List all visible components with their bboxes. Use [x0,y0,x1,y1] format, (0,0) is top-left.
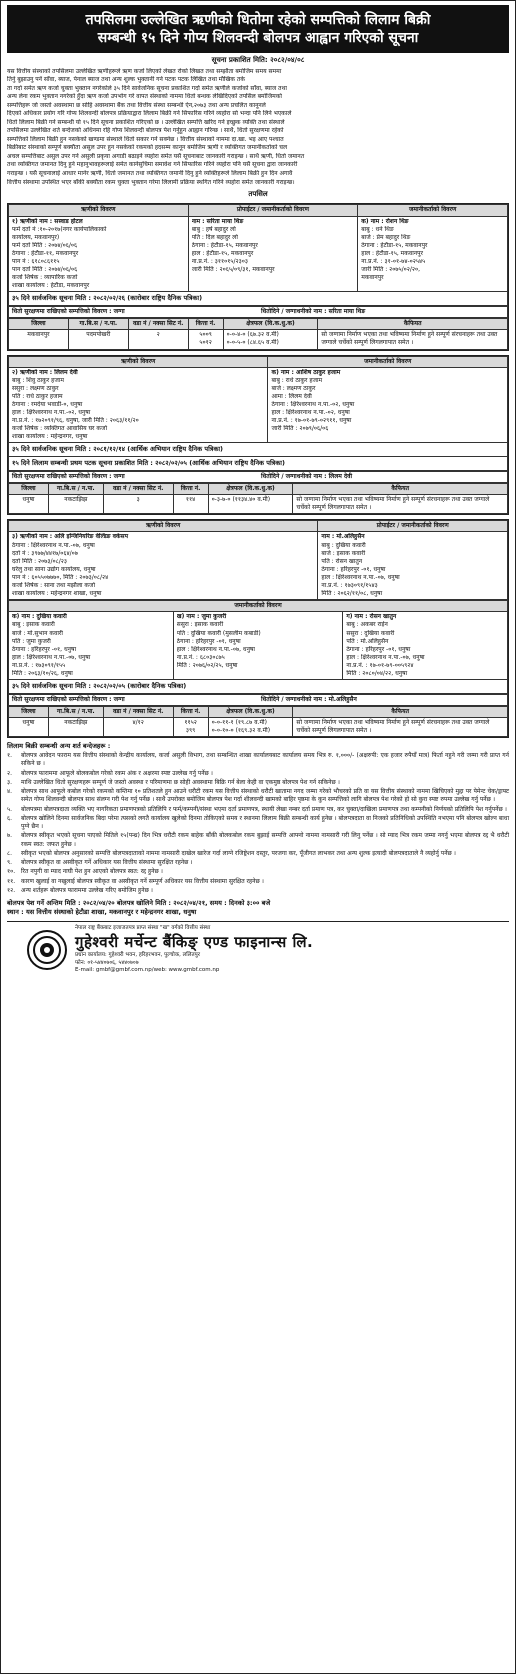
b1-remarks: सो जग्गामा निर्माण भएका तथा भविष्यमा निर्माण हुने सम्पूर्ण संरचनाहरू तथा उक्त जग्गाले चर्चेको सम्पूर्ण लिगलगापात समेत । [318,330,508,349]
b2-property-label: धितो सुरक्षणमा राखिएको सम्पत्तिको विवरण : जग्गा [9,472,259,483]
intro-paragraph [7,68,509,187]
detail-line: मिति : २०७६/०२/२५, धनुषा [176,661,238,669]
detail-line: यस वित्तीय संस्थाको तपसिलमा उल्लेखित ऋणीहरूले ऋण कर्जा लिएको लेखत रोको लिखत तथा सम्झौता बमोजिम समय सममा [7,67,282,75]
term-number: ११. [7,877,16,885]
b2-col-area: क्षेत्रफल (वि.क.धु.क) [208,484,293,495]
b3-col-remarks: कैफियत [293,706,508,717]
term-number: ३. [7,778,13,786]
detail-line: ठेगाना : हेटौडा-१५, मकवानपुर [361,241,428,249]
list-item [7,859,509,867]
b2-borrower-details [9,367,268,443]
b3-notice-date: ३५ दिने सार्वजनिक सूचना मिति : २०८२/०२/०५ (कारोबार दैनिक पत्रिका) [8,680,508,694]
b3-area-2: ०-०-१०-० (१६९.३२ व.मी) [211,727,271,735]
term-text: रित नपुगी वा म्याद नाघी पेश हुन आएको बोलपत्र स्वत: रद्द हुनेछ । [21,868,163,876]
detail-line: पति : राधे ठाकुर हजाम [12,392,63,400]
detail-line: ठेगाना : क्षिरेश्वरनाथ न.पा.-०७, धनुषा [12,541,95,549]
b2-owner-label: धितोदिने / जग्गाधनीको नाम : लिलम देवी [258,472,508,483]
detail-line: ठेगाना : हरिहरपुर -०१, धनुषा [321,565,386,573]
bank-phone: फोन: ०१-५४४०७०६, ५४४०७०७ [75,959,139,966]
detail-line: सम्पत्तिहरू जो जस्तो अवस्थामा छ सोहि अवस्थामा बैंक तथा वित्तीय संस्था सम्बन्धी ऐन,२०७३ तथा अन्य प्रचलित कानूनले [7,101,266,109]
b2-district: धनुषा [9,495,49,514]
b2-col-district: जिल्ला [9,484,49,495]
detail-line: मिति : २०८०/०४/२२, धनुषा [346,669,408,677]
list-item [7,815,509,832]
list-item [7,850,509,858]
term-number: ६. [7,814,13,822]
b3-header-proprietor: प्रोपाईटर / जमानीकर्ताको विवरण [318,521,508,532]
header-line-1: तपसिलमा उल्लेखित ऋणीको धितोमा रहेको सम्पत्तिको लिलाम बिक्री [85,12,431,28]
detail-line: ख) नाम : जुमा कुजरी [176,613,227,621]
b3-borrower-details [9,532,318,600]
detail-line: शाखा कार्यालय : महेन्द्रनगर, धनुषा [12,433,88,441]
b3-col-ward: वडा नं / नक्सा सिट नं. [103,706,173,717]
b3-col-district: जिल्ला [9,706,49,717]
term-text: बोलपत्रमा बोलपत्रदाता व्यक्ति भए नागरिकता प्रमाणपत्रको प्रतिलिपि र फर्म/कम्पनी/संस्था भएमा दर्ता प्रमाणपत्र, स्थायी लेखा नम्बर दर्ता प्रमाण पत्र, कर चुक्ता/दाखिला प्रमाणपत्र तथा कम्पनीको निर्णयको प्रतिलिपि पेश गर्नुपर्नेछ । [21,805,507,813]
term-number: १. [7,751,13,759]
bank-email: E-mail: gmbf@gmbf.com.np/web: www.gmbf.com.np [75,967,220,974]
detail-line: ठेगाना : रमदेया भवाडी-०, धनुषा [12,401,83,409]
detail-line: फर्म दर्ता मिति : २०७४/०६/०६ [12,241,78,249]
detail-line: ता गर्दा समेत ऋण कर्जा चुक्ता भुक्तान नगरेकोले ३५ दिने सार्वजनिक सूचना प्रकाशित गर्दा समेत ऋणीले कर्जाको साँवा, ब्याज तथा [7,84,287,92]
b1-col-ward: वडा नं / नक्सा सिट नं. [128,319,188,330]
b2-col-ward: वडा नं / नक्सा सिट नं. [103,484,173,495]
detail-line: सम्पत्तिको लिलाम बिक्री हुन नसकेको खण्डमा संस्थाले धितो सकार गर्न सक्नेछ । वित्तीय संस्थाको नाममा दा.खा. भइ आए पश्चात [7,135,284,143]
list-item [7,788,509,805]
detail-line: दर्ता नं : ३९७७/४४१७/०६४/०७ [12,549,78,557]
detail-line: ग) नाम : रोसन खातुन [346,613,397,621]
list-item [7,878,509,886]
bank-licence: नेपाल राष्ट्र बैंकबाट इजाजतपत्र प्राप्त संस्था "ख" वर्गको वित्तीय संस्था [75,924,211,931]
b1-kitta-1: ५००९ [199,331,212,339]
table-row [9,330,508,349]
b1-kitta-2: ५०१२ [199,339,212,347]
term-text: बोलपत्र आवेदन फाराम यस वित्तीय संस्थाको केन्द्रीय कार्यालय, कर्जा असुली विभाग, तथा सम्बन्धित शाखा कार्यालयबाट कार्यालय समय भित्र रु. १,०००/- (अक्षरुपी: एक हजार रुपैयाँ मात्र) फिर्ता नहुने गरी जम्मा गरी प्राप्त गर्न सकिने छ । [21,751,509,768]
term-number: २. [7,769,13,777]
b3-header-borrower: ऋणीको विवरण [9,521,318,532]
b2-col-municipality: गा.बि.स / न.पा. [48,484,103,495]
b1-col-area: क्षेत्रफल (वि.क.धु.क) [223,319,318,330]
detail-line: दर्ता मिति : २०७३/०८/२३ [12,557,68,565]
b3-guarantor-1 [9,612,174,680]
publication-date: सूचना प्रकाशित मिति: २०८२/०४/०८ [211,56,305,65]
term-text: माथि उल्लेखित धितो सुरक्षणहरू सम्पूर्ण जे जस्तो अवस्था र परिमाणमा छ सोही अवस्थामा बिक्रि गर्न बेला केही वा एकमुष्ठ बोलपत्र पेश गर्न सकिनेछ । [21,778,340,786]
detail-line: हाल : क्षिरेश्वरनाथ न.पा.-०७, धनुषा [321,573,400,581]
b2-area: ०-३-७-० (११३४.४० व.मी) [208,495,293,514]
bank-seal-icon [32,935,62,965]
detail-line: कर्जा शिर्षक : व्यापारिक कर्जा [12,274,78,282]
detail-line: बाबु : शिवु ठाकुर हजाम [12,376,64,384]
detail-line: गराइन्छ । यसै सूचनालाई आधार मानेर ऋणी, धितो जमानत तथा व्यक्तिगत जमानी दिनु हुने व्यक्तिहरूले लिलाम बिक्री हुन दिन अगावै [7,170,293,177]
term-text: बोलपत्र स्वीकृत वा अस्वीकृत गर्ने अधिकार यस वित्तीय संस्थामा सुरक्षित रहनेछ । [21,859,193,867]
bank-name: गुहेश्वरी मर्चेन्ट बैंकिङ् एण्ड फाइनान्स लि. [75,933,314,952]
detail-line: ठेगाना : हरिहरपुर -०१, धनुषा [346,645,411,653]
notice-header [7,5,509,53]
b2-remarks: सो जग्गामा निर्माण भएका तथा भविष्यमा निर्माण हुने सम्पूर्ण संरचनाहरू तथा उक्त जग्गाले चर्चेको सम्पूर्ण लिगलगापात समेत । [293,495,508,514]
tapasil-title: तपसिल [248,190,268,199]
term-text: स्वीकृत भएको बोलपत्र अनुसारको सम्पत्ति बोलपत्रदाताको नाममा नामसारी दाखेल खारेज गर्दा लाग्ने रजिष्ट्रेशन दस्तुर, परजगा कर, पूँजीगत लाभकर तथा अन्य शुल्क इत्यादी बोलपत्रदाताले नै व्यहोर्नु पर्नेछ । [21,849,456,857]
deadline-line: बोलपत्र पेश गर्ने अन्तिम मिति : २०८२/०४/२० बोलपत्र खोलिने मिति : २०८२/०४/२१, समय : दिनको ३:०० बजे [7,899,271,908]
b1-col-municipality: गा.बि.स / न.पा. [68,319,128,330]
detail-line: ससुरा : लक्ष्मण ठाकुर [12,384,59,392]
b2-ward: ३ [103,495,173,514]
b1-borrower-details [9,216,189,292]
b3-guarantor-3 [343,612,508,680]
detail-line: हाल : क्षिरेश्वरनाथ न.पा.-०२, धनुषा [12,409,91,417]
b3-area-1: ०-०-११-१ (१९.८७ व.मी) [211,719,267,727]
detail-line: बाबु : दुखिया कवारी [321,541,366,549]
detail-line: ठेगाना : हरिहरपुर -०१, धनुषा [176,637,241,645]
detail-line: बाजे : इसाक कवारी [321,549,366,557]
detail-line: पान नं : ६०५५०७७७०, मिति : २०७३/०८/२४ [12,573,109,581]
term-number: ७. [7,832,13,840]
b3-ward: ४/१२ [103,718,173,737]
detail-line: कर्जा शिर्षक : साना तथा मझौला कर्जा [12,582,96,590]
detail-line: ना.प्र.नं. : १७-०१-७९-०२९११, धनुषा [271,417,352,425]
b1-header-borrower: ऋणीको विवरण [9,205,189,216]
detail-line: धितो लिलाम बिक्री गर्न सम्बन्धी यो १५ दिने सूचना प्रकाशित गरिएको छ । उल्लेखित सम्पत्ति खरिद गर्न इच्छुक व्यक्ति तथा संस्थाले [7,118,285,126]
detail-line: ना.प्र.नं. : १७-०१-७९-००५९२४ [346,661,414,669]
b3-area [208,718,293,737]
b3-col-municipality: गा.बि.स / न.पा. [48,706,103,717]
detail-line: जारी मिति : २०७५/०२/२०, [361,266,421,274]
detail-line: पति : दिल बहादुर लो [191,233,238,241]
detail-line: ठेगाना : क्षिरेश्वरनाथ न.पा.-०२, धनुषा [271,401,355,409]
borrower-block-2 [7,355,509,516]
b3-kitta-1: ११५२ [184,719,197,727]
detail-line: बाबु : धने थिङ [361,225,394,233]
term-text: बोलपत्र फाराममा आफूले बोलकबोल गरेको रकम अंक र अक्षरमा स्पष्ट उल्लेख गर्नु पर्नेछ । [21,769,213,777]
b3-owner-label: धितोदिने / जग्गाधनीको नाम : मो.अलिहुसैन [258,694,508,705]
borrower-block-1 [7,203,509,350]
term-text: कारण खुलाई वा नखुलाई बोलपत्र स्वीकृत वा अस्वीकृत गर्ने सम्पूर्ण अधिकार यस वित्तीय संस्थामा सुरक्षित रहनेछ । [21,877,264,885]
detail-line: ना.प्र.नं. : १७३०९१/१५४३ [321,582,378,590]
detail-line: क) नाम : दुखिया कवारी [12,613,67,621]
detail-line: हाल : क्षिरेश्वरनाथ न.पा.-०७, धनुषा [176,645,255,653]
list-item [7,752,509,769]
detail-line: शाखा कार्यालय : हेटौडा, मकवानपुर [12,282,90,290]
b2-col-kitta: कित्ता नं. [173,484,208,495]
detail-line: ना.प्र.नं. : ३१-०१-७४-०२५४५ [361,258,426,266]
detail-line: पति : रोसन खातुन [321,557,363,565]
detail-line: तपसिलमा उल्लेखित शर्त बन्देजको अधिनमा रहि गोप्य शिलवन्दी बोलपत्र पेश गर्नुहुन आह्वान गरिन्छ । साथै, धितो सुरक्षणमा रहेको [7,127,284,135]
detail-line: मकवानपुर [361,274,384,282]
b1-area-1: ०-०-४-० (६७.३२ व.मी) [226,331,279,339]
detail-line: ठेगाना : हेटौडा-११, मकवानपुर [12,249,79,257]
b3-kitta-2: ३९९ [185,727,196,735]
deadline-info [7,899,509,917]
detail-line: ससुरा : दुखिया कवारी [346,629,395,637]
detail-line: अचल सम्पत्तिबाट असुल उपर गर्न असुली प्रकृया अगाडी बढाइने व्यहोरा समेत यसै सूचनाबाट जानकारी गराइन्छ । साथै ऋणी, धितो जमानत [7,152,305,160]
table-row [9,495,508,514]
term-text: अन्य शर्तहरू बोलपत्र फाराममा उल्लेख गरिए बमोजिम हुनेछ । [21,886,153,894]
b1-guarantor-details [358,216,508,292]
list-item [7,806,509,814]
b2-col-remarks: कैफियत [293,484,508,495]
b2-municipality: नकटाझिझ [48,495,103,514]
detail-line: बाबु : इसाक कवारी [12,621,55,629]
list-item [7,868,509,876]
detail-line: बाजे : प्रेम बहादुर थिङ [361,233,411,241]
detail-line: पान नं : ६१८०८६११५ [12,258,60,266]
detail-line: क) नाम : रोशन थिङ [361,217,409,225]
term-number: १२. [7,886,16,894]
b2-notice-date-1: ३५ दिने सार्वजनिक सूचना मिति : २०८१/१२/१४ (आर्थिक अभियान राष्ट्रिय दैनिक पत्रिका) [8,443,508,457]
b2-guarantor-details [268,367,508,443]
b1-kitta [188,330,223,349]
header-line-2: सम्बन्धी १५ दिने गोप्य शिलवन्दी बोलपत्र आह्वान गरिएको सूचना [97,30,419,47]
term-number: ५. [7,805,13,813]
b1-owner-label: धितोदिने / जग्गाधनीको नाम : सरिता माया थिङ [258,307,508,318]
b1-col-kitta: कित्ता नं. [188,319,223,330]
detail-line: बाबु : हर्ष बहादुर लो [191,225,236,233]
detail-line: फर्म दर्ता नं :१०-२०१७(नगर कार्यपालिकाको [12,225,107,233]
b2-header-guarantor: जमानीकर्ताको विवरण [268,356,508,367]
detail-line: ना.प्र.नं. : ६८०३०८७५ [176,653,225,661]
detail-line: तथा व्यक्तिगत जमानत दिनु हुने महानुभावहरूलाई समेत कानेसुचिमा समावेश गर्न सिफारिस गरिने व्यहोरा पनि यसै सूचना द्वारा जानकारी [7,161,298,169]
b1-municipality: पदमपोखरी [68,330,128,349]
detail-line: नाम : सरिता माया थिङ [191,217,244,225]
detail-line: कार्यालय, मकवानपुर) [12,233,60,241]
terms-list [7,752,509,895]
b3-col-area: क्षेत्रफल (वि.क.धु.क) [208,706,293,717]
detail-line: क) नाम : आशिष ठाकुर हजाम [271,368,341,376]
b3-municipality: नकटाझिझ [48,718,103,737]
detail-line: ससुरा : इसाक कवारी [176,621,224,629]
term-text: बोलपत्र खोलिने दिनमा सार्वजनिक बिदा परेमा त्यसको लगतै कार्यालय खुलेको दिनमा तोकिएको समय र स्थानमा लिलाम बिक्री सम्बन्धी कार्य हुनेछ । बोलपत्रदाता वा निजको प्रतिनिधिको उपस्थिति नभएमा पनि बोलपत्र खोल्न बाधा पुग्ने छैन । [21,814,509,831]
detail-line: ठेगाना : हरिहरपुर -०१, धनुषा [12,645,77,653]
term-text: बोलपत्र स्वीकृत भएको सूचना पाएको मितिले १५(पन्ध्र) दिन भित्र धरौटी रकम बाहेक बाँकी बोलकबोल रकम बुझाई सम्पत्ति आफ्नो नाममा नामसारी गरी लिनु पर्नेछ । सो म्याद भित्र रकम जम्मा नगर्नु भएमा बोलपत्र रद्द भै धरौटी रकम स्वत: जफत हुनेछ । [21,832,509,848]
detail-line: नाम : मो.अलिहुसैन [321,533,365,541]
b3-guarantor-2 [173,612,343,680]
b1-property-label: धितो सुरक्षणमा राखिएको सम्पत्तिको विवरण : जग्गा [9,307,259,318]
detail-line: बाजे : मो.सुभान कवारी [12,629,63,637]
list-item [7,779,509,787]
detail-line: हाल : हेटौडा-१५, मकवानपुर [361,249,423,257]
b1-area-2: ०-०-५-० (८४.६५ व.मी) [226,339,279,347]
b3-kitta [173,718,208,737]
terms-section [7,742,509,895]
detail-line: जारी मिति : २०६५/०९/३१, मकवानपुर [191,266,275,274]
detail-line: अन्य लेना रकम भुक्तान नगरेको हुँदा ऋण कर्जा उपभोग गरे वापत संस्थाको नाममा धितो बन्धक लेखिदिएको तपसिल बमोजिमको [7,93,282,101]
detail-line: पान दर्ता मिति : २०७४/०६/०६ [12,266,78,274]
detail-line: जारी मिति : २०७९/०६/०६ [271,425,329,433]
detail-line: ३) ऋणीको नाम : अलि इन्जिनियरिङ वेल्डिङ वर्कसप [12,533,128,541]
detail-line: ना.प्र.नं. : १७२०९१/९६, धनुषा, जारी मिति : २०६३/११/२० [12,417,139,425]
b1-col-district: जिल्ला [9,319,69,330]
b3-district: धनुषा [9,718,49,737]
detail-line: बाबु : अकबर राईन [346,621,388,629]
detail-line: हाल : क्षिरेश्वरनाथ न.पा.-०७, धनुषा [346,653,425,661]
b1-header-guarantor: जमानीकर्ताको विवरण [358,205,508,216]
detail-line: वित्तीय संस्थामा उपस्थित भएर बाँकी बक्यौता रकम चुक्ता भुक्तान गरेमा लिलामी प्रक्रिया स्थगित गरिने व्यहोरा समेत जानकारी गराइन्छ। [7,178,295,186]
b1-col-remarks: कैफियत [318,319,508,330]
list-item [7,887,509,895]
bank-address: प्रधान कार्यालय: गुहेश्वरी भवन, हरिहरभवन, पुल्चोक, ललितपुर [75,952,200,959]
detail-line: शाखा कार्यालय : महेन्द्रनगर शाखा, धनुषा [12,590,102,598]
b1-proprietor-details [188,216,358,292]
b1-notice-date: ३५ दिने सार्वजनिक सूचना मिति : २०८२/०२/२६ (कारोबार राष्ट्रिय दैनिक पत्रिका) [8,292,508,306]
term-text: बोलपत्र साथ आफूले कबोल गरेको रकमको कम्तिमा १० प्रतिशतले हुन आउने धरौटी रकम यस वित्तीय संस्थाको धरौटी खातामा नगद जम्मा गरेको भौचरको प्रति वा यस वित्तीय संस्थाको नाममा खिचिएको मुद्दा पर पेमेन्ट चेक/ड्राफ्ट समेत गोप्य शिलवन्दी बोलपत्र साथ संलग्न गरी पेश गर्नु पर्नेछ । साथै उपरोक्त बमोजिम बोलपत्र पेश गर्दा शीलवन्दी खामको बाहिर पृष्ठमा के कुन सम्पत्तिको लागि बोलपत्र पेश गरेको हो सो कुरा स्पष्ट रुपमा उल्लेख गर्नु पर्नेछ । [21,788,509,804]
b1-area [223,330,318,349]
b3-property-label: धितो सुरक्षणमा राखिएको सम्पत्तिको विवरण : जग्गा [9,694,259,705]
list-item [7,770,509,778]
table-row [9,718,508,737]
detail-line: दिएको अधिकार प्रयोग गरि गोप्य शिलवन्दी बोलपत्र प्रक्रियाद्वारा लिलाम बिक्री गर्न सिफारिस गरिने व्यहोरा सो भन्दा पनि लिने भएकाले [7,110,292,118]
detail-line: १) ऋणीको नाम : सस्वाड होटल [12,217,83,225]
detail-line: बिक्रीबाट संस्थाको सम्पूर्ण बक्यौता असुल उपर हुन नसकेको रकमको हदसम्म कानून बमोजिम ऋणी र व्यक्तिगत जमानीकर्ताको चल [7,144,288,152]
b2-header-borrower: ऋणीको विवरण [9,356,268,367]
detail-line: पति : जुमा कुजरी [12,637,51,645]
bank-logo-icon [27,930,67,970]
detail-line: हाल : क्षिरेश्वरनाथ न.पा.-०७, धनुषा [12,653,91,661]
term-number: ९. [7,859,13,867]
term-number: ८. [7,849,13,857]
b3-col-kitta: कित्ता नं. [173,706,208,717]
detail-line: ना.प्र.नं. : ३११०१५/२३०३ [191,258,249,266]
detail-line: पति : मो.अलिहुसैन [346,637,389,645]
detail-line: मिति : २०६२/११/०८, धनुषा [321,590,383,598]
b1-header-proprietor: प्रोपाईटर / जमानीकर्ताको विवरण [188,205,358,216]
b3-proprietor-details [318,532,508,600]
detail-line: २) ऋणीको नाम : लिलम देवी [12,368,78,376]
detail-line: तिर्नु बुझाउनु पर्ने साँवा, ब्याज, पेनाल ब्याज तथा अन्य शुल्क भुक्तानी गर्न पटक पटक लिखित तथा मौखिक तके [7,76,245,84]
bank-info [67,925,509,975]
detail-line: हाल : क्षिरेश्वरनाथ न.पा.-०२, धनुषा [271,409,350,417]
term-number: १०. [7,868,16,876]
detail-line: बाजे : लक्ष्मण ठाकुर [271,384,316,392]
terms-title: लिलाम बिक्री सम्बन्धी अन्य शर्त बन्देजहरू : [7,742,111,751]
b2-notice-date-2: १५ दिने लिलाम सम्बन्धी प्रथम पटक सूचना प्रकाशित मिति : २०८२/०२/०५ (आर्थिक अभियान राष्ट्रिय दैनिक पत्रिका) [8,457,508,471]
b1-ward: २ [128,330,188,349]
detail-line: घरेलु तथा साना उद्योग कार्यालय, धनुषा [12,565,96,573]
detail-line: मिति : २०६३/१०/२६, धनुषा [12,669,73,677]
detail-line: पति : दुखिया कवारी (मुसलीम कबाडी) [176,629,261,637]
term-number: ४. [7,788,13,796]
detail-line: हाल : हेटौडा-१५, मकवानपुर [191,249,254,257]
detail-line: ठेगाना : हेटौडा-१५, मकवानपुर [191,241,258,249]
borrower-block-3 [7,519,509,738]
b1-district: मकवानपुर [9,330,69,349]
bank-footer [7,921,509,975]
b3-remarks: सो जग्गामा निर्माण भएका तथा भविष्यमा निर्माण हुने सम्पूर्ण संरचनाहरू तथा उक्त जग्गाले चर्चेको सम्पूर्ण लिगलगापात समेत । [293,718,508,737]
b2-kitta: ११४ [173,495,208,514]
detail-line: कर्जा शिर्षक : व्यक्तिगत आवासिय घर कर्जा [12,425,108,433]
venue-line: स्थान : यस वित्तीय संस्थाको हेटौडा शाखा, मकवानपुर र महेन्द्रनगर शाखा, धनुषा [7,908,197,916]
b3-guarantor-header: जमानीकर्ताको विवरण [9,601,508,612]
list-item [7,832,509,849]
detail-line: ना.प्र.नं. : १७३०९१/१५५ [12,661,66,669]
detail-line: बाबु : राधे ठाकुर हजाम [271,376,323,384]
detail-line: आमा : लिलम देवी [271,392,312,400]
